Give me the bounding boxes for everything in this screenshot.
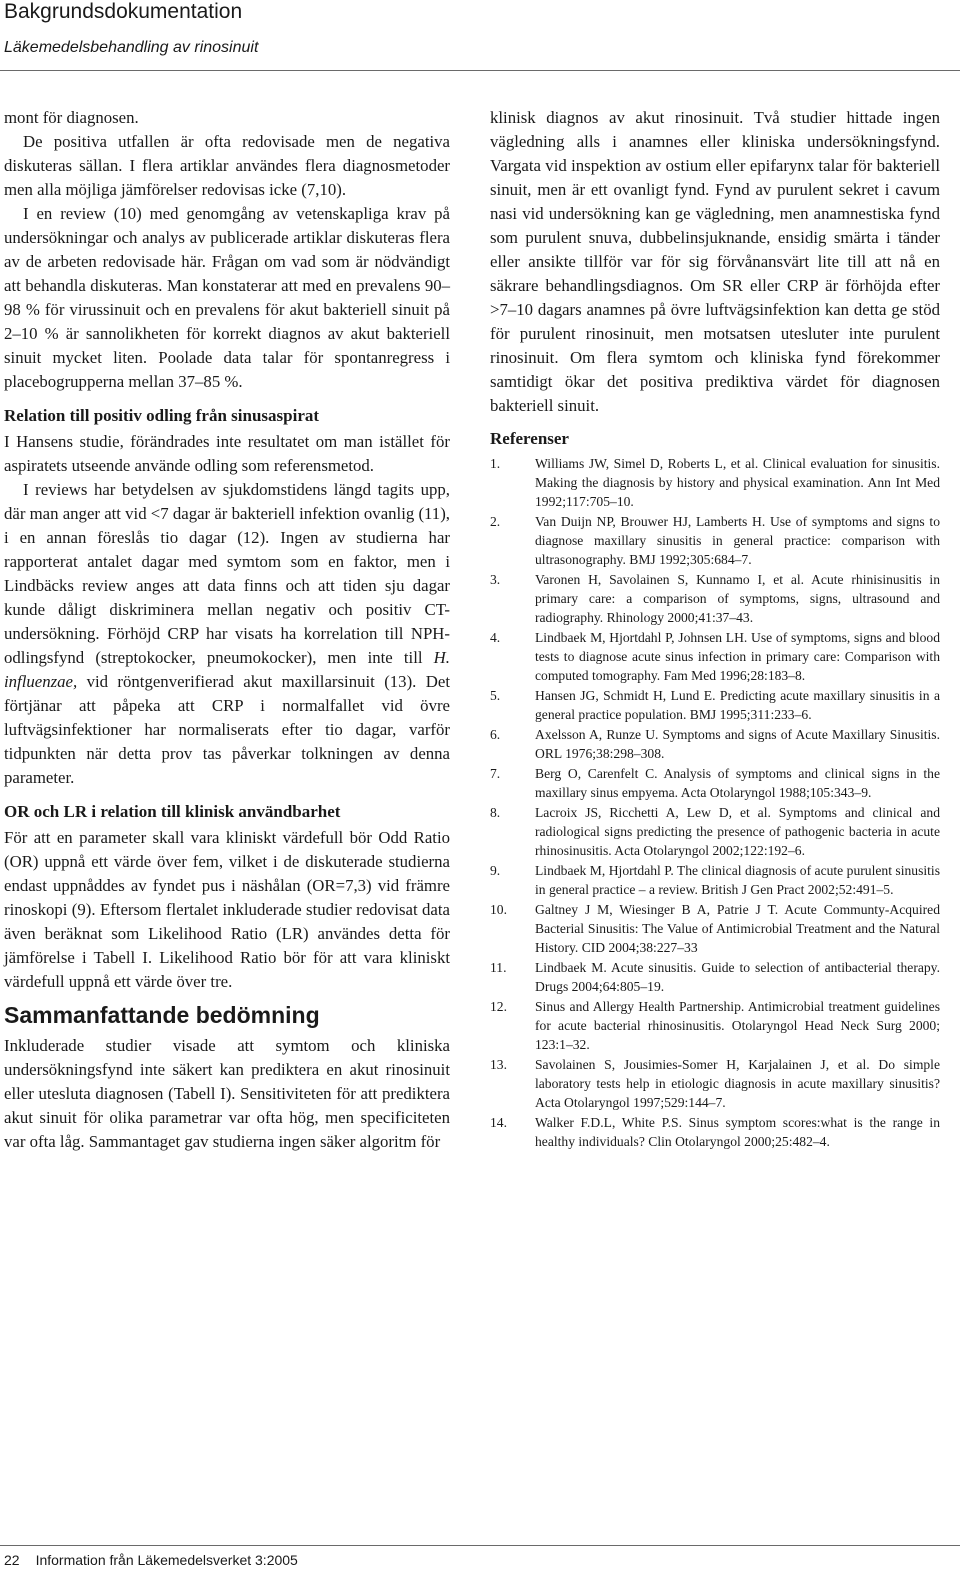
running-header-title: Bakgrundsdokumentation — [4, 0, 243, 23]
paragraph: mont för diagnosen. — [4, 108, 139, 127]
reference-number: 6. — [490, 727, 501, 742]
reference-item — [490, 900, 940, 957]
reference-number: 5. — [490, 688, 501, 703]
italic-species-name: H. influenzae, — [4, 648, 450, 691]
reference-text: Lindbaek M, Hjortdahl P, Johnsen LH. Use of symptoms, signs and blood tests to diagnose acute sinus infection in primary care: Comparison with computed tomography. Fam Med 1996;28:183–8. — [535, 630, 940, 683]
reference-number: 1. — [490, 456, 501, 471]
reference-text: Lindbaek M. Acute sinusitis. Guide to selection of antibacterial therapy. Drugs 2004;64:805–19. — [535, 960, 940, 994]
reference-number: 2. — [490, 514, 501, 529]
reference-item — [490, 861, 940, 899]
section-heading: OR och LR i relation till klinisk användbarhet — [4, 802, 341, 821]
paragraph: I en review (10) med genomgång av vetenskapliga krav på undersökningar och analys av publicerade artiklar diskuteras flera av de arbeten redovisade här. Frågan om vad som är nödvändigt att behandla diskuteras. Man konstaterar att med en prevalens 90–98 % för virussinuit och en prevalens för akut bakteriell sinuit på 2–10 % är sannolikheten för korrekt diagnos av akut bakteriell sinuit mycket liten. Poolade data talar för spontanregress i placebogrupperna mellan 37–85 %. — [4, 204, 450, 391]
paragraph: Inkluderade studier visade att symtom och kliniska undersökningsfynd inte säkert kan prediktera en akut rinosinuit eller utesluta diagnosen (Tabell I). Sensitiviteten för att prediktera akut sinuit för olika parametrar var ofta hög, men specificiteten var ofta låg. Sammantaget gav studierna ingen säker algoritm för — [4, 1036, 450, 1151]
paragraph — [4, 478, 450, 790]
reference-text: Williams JW, Simel D, Roberts L, et al. Clinical evaluation for sinusitis. Making the diagnosis by history and physical examination. Ann Int Med 1992;117:705–10. — [535, 456, 940, 509]
reference-list — [490, 454, 940, 1151]
paragraph: I Hansens studie, förändrades inte resultatet om man istället för aspiratets utseende använde odling som referensmetod. — [4, 432, 450, 475]
reference-text: Varonen H, Savolainen S, Kunnamo I, et al. Acute rhinisinusitis in primary care: a comparison of symptoms, signs, ultrasound and radiography. Rhinology 2000;41:37–43. — [535, 572, 940, 625]
section-heading: Relation till positiv odling från sinusaspirat — [4, 406, 320, 425]
reference-number: 13. — [490, 1057, 507, 1072]
reference-item — [490, 1113, 940, 1151]
reference-item — [490, 725, 940, 763]
reference-number: 4. — [490, 630, 501, 645]
reference-item — [490, 764, 940, 802]
reference-item — [490, 686, 940, 724]
reference-text: Berg O, Carenfelt C. Analysis of symptoms and clinical signs in the maxillary sinus empyema. Acta Otolaryngol 1988;105:343–9. — [535, 766, 940, 800]
publication-name: Information från Läkemedelsverket 3:2005 — [35, 1552, 298, 1568]
reference-number: 3. — [490, 572, 501, 587]
left-column — [4, 106, 450, 1154]
reference-text: Van Duijn NP, Brouwer HJ, Lamberts H. Use of symptoms and signs to diagnose maxillary sinusitis in general practice: comparison with ultrasonography. BMJ 1992;305:684–7. — [535, 514, 940, 567]
reference-number: 12. — [490, 999, 507, 1014]
reference-item — [490, 1055, 940, 1112]
reference-item — [490, 570, 940, 627]
paragraph: För att en parameter skall vara kliniskt värdefull bör Odd Ratio (OR) uppnå ett värde över fem, vilket i de diskuterade studierna endast uppnåddes av fyndet pus i näshålan (OR=7,3) vid främre rinoskopi (9). Eftersom flertalet inkluderade studier redovisat data även beräknat som Likelihood Ratio (LR) användes detta för jämförelse i Tabell I. Likelihood Ratio bör för att vara kliniskt värdefull uppnå ett värde över tre. — [4, 828, 450, 991]
header-divider — [0, 70, 960, 71]
paragraph: De positiva utfallen är ofta redovisade men de negativa diskuteras sällan. I flera artiklar användes flera diagnosmetoder men alla möjliga jämförelser redovisas icke (7,10). — [4, 132, 450, 199]
footer-divider — [0, 1545, 960, 1546]
references-heading: Referenser — [490, 429, 569, 448]
reference-text: Sinus and Allergy Health Partnership. Antimicrobial treatment guidelines for acute bacterial rhinosinusitis. Otolaryngol Head Neck Surg 2000; 123:1–32. — [535, 999, 940, 1052]
major-heading: Sammanfattande bedömning — [4, 1002, 320, 1028]
reference-number: 8. — [490, 805, 501, 820]
reference-number: 7. — [490, 766, 501, 781]
paragraph: klinisk diagnos av akut rinosinuit. Två studier hittade ingen vägledning alls i anamnes eller kliniska undersökningsfynd. Vargata vid inspektion av ostium eller epifarynx talar för bakteriell sinuit, men är ett ovanligt fynd. Fynd av purulent sekret i cavum nasi vid undersökning kan ge vägledning, men anamnestiska fynd som purulent snuva, dubbelinsjuknande, ensidig smärta i tänder eller ansikte tillför var för sig förvånansvärt lite till att nå en säkrare behandlingsdiagnos. Om SR eller CRP är förhöjda efter >7–10 dagars anamnes på övre luftvägsinfektion kan detta ge stöd för purulent rinosinuit, men motsatsen utesluter inte purulent rinosinuit. Om flera symtom och kliniska fynd förekommer samtidigt ökar det positiva prediktiva värdet för diagnosen bakteriell sinuit. — [490, 108, 940, 415]
reference-text: Hansen JG, Schmidt H, Lund E. Predicting acute maxillary sinusitis in a general practice population. BMJ 1995;311:233–6. — [535, 688, 940, 722]
page-footer — [4, 1551, 298, 1569]
reference-item — [490, 997, 940, 1054]
page-number: 22 — [4, 1552, 20, 1568]
reference-number: 10. — [490, 902, 507, 917]
reference-text: Lacroix JS, Ricchetti A, Lew D, et al. Symptoms and clinical and radiological signs predicting the presence of pathogenic bacteria in acute rhinosinusitis. Acta Otolaryngol 2002;122:192–6. — [535, 805, 940, 858]
reference-text: Lindbaek M, Hjortdahl P. The clinical diagnosis of acute purulent sinusitis in general practice – a review. British J Gen Pract 2002;52:491–5. — [535, 863, 940, 897]
reference-text: Galtney J M, Wiesinger B A, Patrie J T. Acute Communty-Acquired Bacterial Sinusitis: The Value of Antimicrobial Treatment and the Natural History. CID 2004;38:227–33 — [535, 902, 940, 955]
reference-text: Savolainen S, Jousimies-Somer H, Karjalainen J, et al. Do simple laboratory tests help in etiologic diagnosis in acute maxillary sinusitis? Acta Otolaryngol 1997;529:144–7. — [535, 1057, 940, 1110]
right-column — [490, 106, 940, 1152]
reference-item — [490, 803, 940, 860]
reference-number: 11. — [490, 960, 507, 975]
reference-text: Walker F.D.L, White P.S. Sinus symptom scores:what is the range in healthy individuals? Clin Otolaryngol 2000;25:482–4. — [535, 1115, 940, 1149]
paragraph-text: vid röntgenverifierad akut maxillarsinuit (13). Det förtjänar att påpeka att CRP i normalfallet vid övre luftvägsinfektioner har normaliserats efter tio dagar, varför tidpunkten när detta prov tas påverkar tolkningen av denna parameter. — [4, 672, 450, 787]
paragraph-text: I reviews har betydelsen av sjukdomstidens längd tagits upp, där man anger att vid <7 dagar är bakteriell infektion ovanlig (11), i en annan föreslås tio dagar (12). Ingen av studierna har rapporterat antalet dagar med symtom som en faktor, men i Lindbäcks review anges att data finns och att tiden sju dagar kunde dåligt diskriminera mellan negativ och positiv CT-undersökning. Förhöjd CRP har visats ha korrelation till NPH-odlingsfynd (streptokocker, pneumokocker), men inte till — [4, 480, 450, 667]
reference-item — [490, 454, 940, 511]
reference-text: Axelsson A, Runze U. Symptoms and signs of Acute Maxillary Sinusitis. ORL 1976;38:298–308. — [535, 727, 940, 761]
reference-number: 9. — [490, 863, 501, 878]
reference-item — [490, 512, 940, 569]
reference-item — [490, 628, 940, 685]
running-header-subtitle: Läkemedelsbehandling av rinosinuit — [4, 39, 259, 56]
reference-number: 14. — [490, 1115, 507, 1130]
reference-item — [490, 958, 940, 996]
